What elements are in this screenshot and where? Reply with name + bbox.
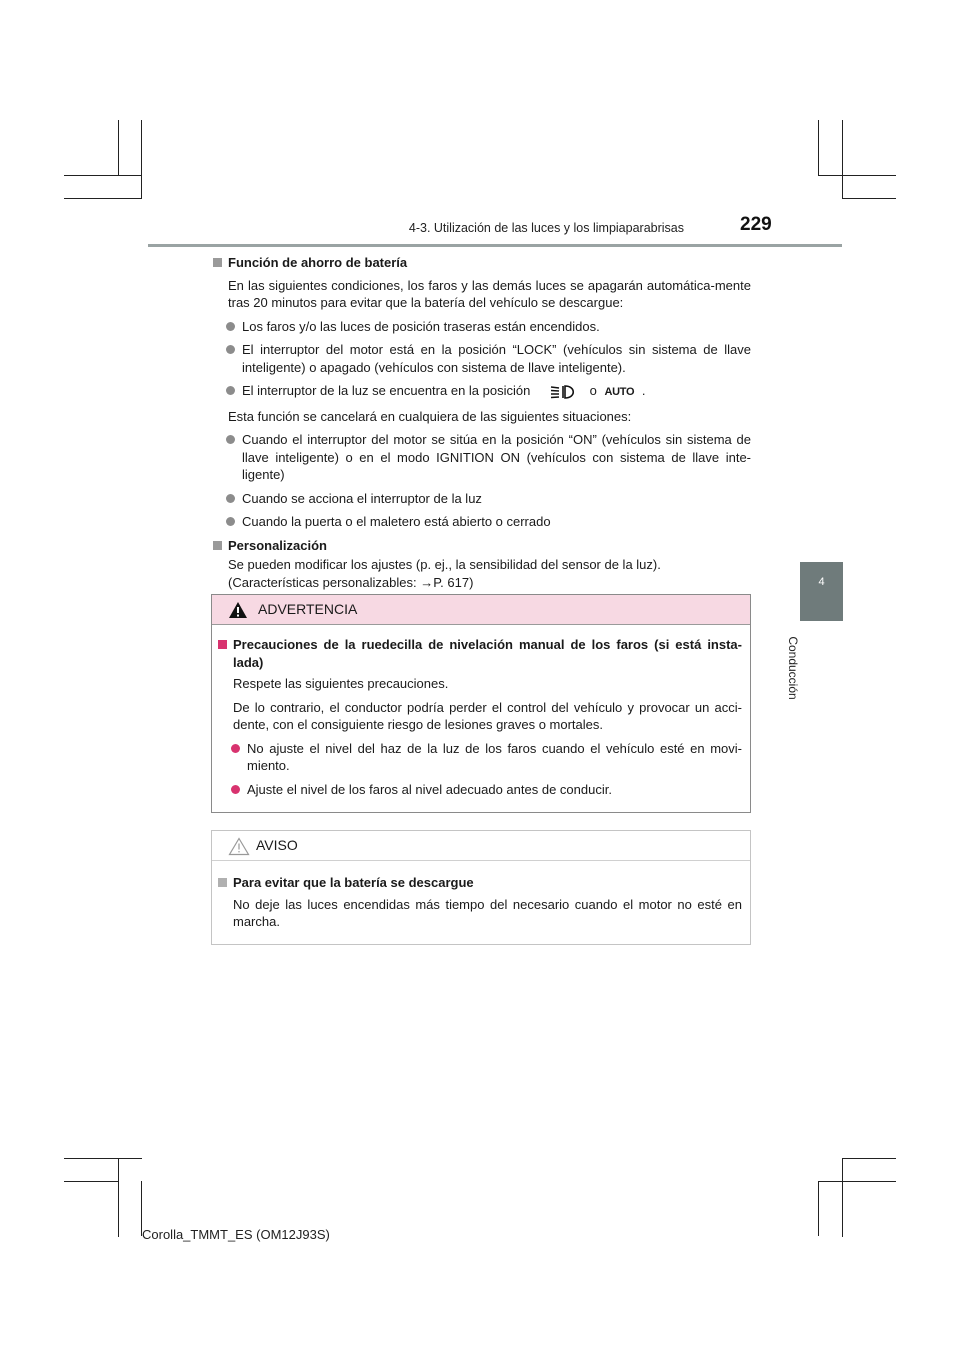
notice-body [212, 861, 750, 931]
bullet-dot-icon [231, 785, 240, 794]
list-item [211, 318, 751, 336]
crop-mark [818, 1181, 896, 1182]
connector-text: o [589, 383, 597, 398]
notice-title: AVISO [256, 837, 298, 853]
sentence-end: . [641, 383, 646, 398]
crop-mark [842, 1158, 896, 1159]
list-item-text: No ajuste el nivel del haz de la luz de los faros cuando el vehículo esté en movi-miento. [247, 740, 742, 773]
chapter-tab [800, 562, 843, 621]
crop-mark [64, 198, 142, 199]
warning-triangle-icon [228, 601, 248, 619]
bullet-dot-icon [226, 345, 235, 354]
crop-mark [118, 1158, 119, 1237]
section-heading [211, 537, 751, 555]
page-number: 229 [740, 214, 772, 235]
crop-mark [64, 175, 142, 176]
paragraph: Respete las siguientes precauciones. [233, 676, 449, 691]
paragraph: Esta función se cancelará en cualquiera de las siguientes situaciones: [228, 408, 632, 424]
bullet-dot-icon [231, 744, 240, 753]
list-item-text: Los faros y/o las luces de posición traseras están encendidos. [242, 318, 600, 334]
square-bullet-icon [218, 878, 227, 887]
chapter-label: Conducción [786, 636, 800, 700]
crop-mark [842, 120, 843, 199]
list-item [211, 431, 751, 484]
crop-mark [818, 1181, 819, 1236]
crop-mark [141, 120, 142, 199]
paragraph: Se pueden modificar los ajustes (p. ej., la sensibilidad del sensor de la luz). [228, 557, 661, 572]
warning-heading [216, 636, 742, 671]
notice-heading [216, 874, 742, 892]
bullet-dot-icon [226, 494, 235, 503]
paragraph: No deje las luces encendidas más tiempo del necesario cuando el motor no esté en marcha. [233, 896, 742, 929]
bullet-dot-icon [226, 435, 235, 444]
header-divider [148, 244, 842, 247]
list-item [216, 740, 742, 775]
list-item-text: El interruptor del motor está en la posición “LOCK” (vehículos sin sistema de llave inteligente) o apagado (vehículos con sistema de llave inteligente). [242, 342, 751, 375]
notice-box [211, 830, 751, 945]
bullet-dot-icon [226, 386, 235, 395]
square-bullet-icon [213, 541, 222, 550]
crop-mark [842, 1158, 843, 1237]
paragraph: En las siguientes condiciones, los faros y las demás luces se apagarán automática-mente tras 20 minutos para evitar que la batería del vehículo se descargue: [228, 277, 751, 310]
notice-header [212, 831, 750, 861]
heading-text: Personalización [228, 537, 327, 553]
crop-mark [64, 1181, 118, 1182]
crop-mark [118, 120, 119, 175]
section-heading [211, 254, 751, 272]
main-content [211, 254, 751, 597]
heading-text: Precauciones de la ruedecilla de nivelación manual de los faros (si está insta-lada) [233, 637, 742, 670]
crop-mark [818, 175, 896, 176]
chapter-number: 4 [818, 576, 825, 588]
list-item-text: Cuando el interruptor del motor se sitúa en la posición “ON” (vehículos sin sistema de llave inteligente) o en el modo IGNITION ON (vehículos con sistema de llave inte-ligente) [242, 432, 751, 482]
cross-reference: (Características personalizables: →P. 617) [228, 574, 474, 590]
square-bullet-icon [218, 640, 227, 649]
heading-text: Para evitar que la batería se descargue [233, 875, 474, 890]
list-item-text: Ajuste el nivel de los faros al nivel adecuado antes de conducir. [247, 781, 612, 797]
list-item [211, 490, 751, 508]
section-title: 4-3. Utilización de las luces y los limpiaparabrisas [408, 221, 684, 235]
crop-mark [842, 198, 896, 199]
bullet-dot-icon [226, 517, 235, 526]
warning-title: ADVERTENCIA [258, 601, 358, 617]
crop-mark [64, 1158, 142, 1159]
auto-symbol: AUTO [604, 386, 635, 398]
chapter-label-wrap [784, 633, 802, 703]
square-bullet-icon [213, 258, 222, 267]
crop-mark [818, 120, 819, 175]
list-item [211, 513, 751, 531]
bullet-dot-icon [226, 322, 235, 331]
list-item-text: El interruptor de la luz se encuentra en la posición [242, 383, 531, 398]
list-item [216, 781, 742, 799]
list-item-text: Cuando se acciona el interruptor de la luz [242, 490, 482, 506]
headlight-icon [548, 384, 578, 400]
warning-body [212, 625, 750, 798]
warning-header [212, 595, 750, 625]
warning-box [211, 594, 751, 813]
list-item [211, 382, 751, 402]
notice-triangle-icon [228, 837, 250, 856]
list-item [211, 341, 751, 376]
document-id: Corolla_TMMT_ES (OM12J93S) [142, 1227, 330, 1242]
paragraph: De lo contrario, el conductor podría perder el control del vehículo y provocar un acci-dente, con el consiguiente riesgo de lesiones graves o mortales. [233, 699, 742, 732]
heading-text: Función de ahorro de batería [228, 255, 408, 270]
list-item-text: Cuando la puerta o el maletero está abierto o cerrado [242, 514, 551, 529]
